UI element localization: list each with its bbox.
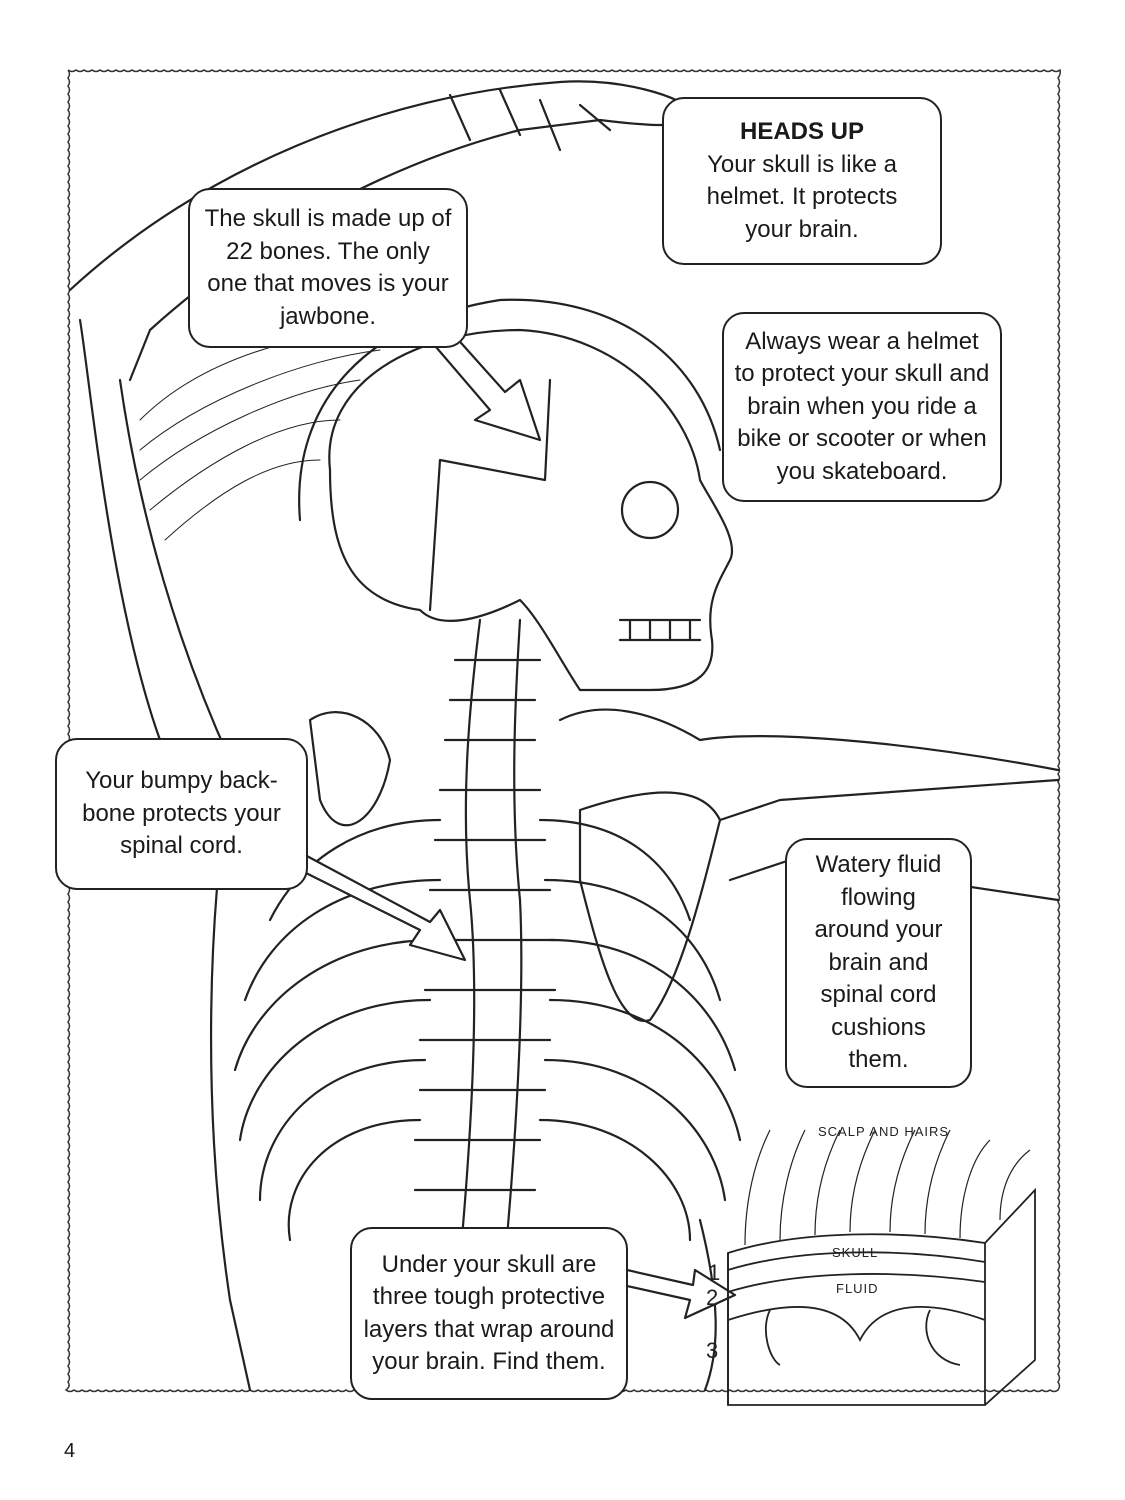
callout-backbone-text: Your bumpy back-bone protects your spinal cord. <box>82 767 281 860</box>
callout-helmet <box>722 312 1002 502</box>
layer-number-3: 3 <box>706 1338 719 1363</box>
callout-skull-bones-text: The skull is made up of 22 bones. The only one that moves is your jawbone. <box>204 205 452 330</box>
callout-helmet-text: Always wear a helmet to protect your skull and brain when you ride a bike or scooter or when you skateboard. <box>734 327 990 485</box>
callout-fluid <box>785 838 972 1088</box>
callout-layers <box>350 1227 628 1400</box>
diagram-label-scalp: SCALP AND HAIRS <box>818 1124 950 1139</box>
brain-layers-diagram <box>706 1124 1035 1405</box>
page-number: 4 <box>64 1440 76 1462</box>
callout-heads-up <box>662 97 942 265</box>
skull <box>299 300 732 690</box>
arm-and-hand <box>70 81 700 760</box>
diagram-label-fluid: FLUID <box>836 1281 879 1296</box>
diagram-label-skull: SKULL <box>832 1245 879 1260</box>
rib-cage <box>235 820 740 1240</box>
callout-layers-text: Under your skull are three tough protective layers that wrap around your brain. Find them. <box>363 1250 615 1375</box>
shoulder-muscle <box>140 330 390 540</box>
layer-number-2: 2 <box>706 1285 719 1310</box>
callout-fluid-text: Watery fluid flowing around your brain and spinal cord cushions them. <box>814 851 943 1074</box>
callout-heads-up-title: HEADS UP <box>739 118 865 145</box>
callout-backbone <box>55 738 308 890</box>
layer-number-1: 1 <box>708 1260 721 1285</box>
callout-skull-bones <box>188 188 468 348</box>
callout-heads-up-body: Your skull is like a helmet. It protects your brain. <box>706 150 898 243</box>
